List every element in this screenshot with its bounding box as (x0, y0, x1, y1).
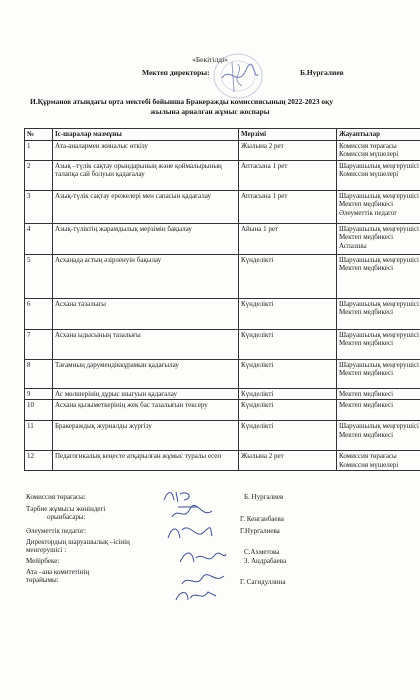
header-responsible: Жауаптылар (337, 129, 420, 141)
cell-num: 12 (25, 451, 53, 471)
work-plan-table (24, 128, 420, 471)
cell-task: Ата-аналармен жиналыс өткізу (53, 141, 239, 161)
table-header-row (25, 129, 420, 141)
cell-term: Айына 1 рет (239, 223, 337, 254)
signature-name: С.Ахметова (244, 548, 280, 556)
cell-num: 2 (25, 160, 53, 190)
cell-term: Жылына 2 рет (239, 451, 337, 471)
signature-role: Тәрбие жұмысы жөніндегі орынбасары: (26, 505, 106, 522)
cell-task: Ас мөлшерінің дұрыс шығуын қадағалау (53, 388, 239, 399)
cell-task: Асханада астың әзірленуін бақылау (53, 254, 239, 298)
cell-term: Күнделікті (239, 400, 337, 421)
cell-responsible: Шаруашылық меңгерушісі Комиссия мүшелері (337, 160, 420, 190)
header-term: Мерзімі (239, 129, 337, 141)
cell-task: Азық-түлік сақтау ережелері мен сапасын қадағалау (53, 190, 239, 223)
cell-task: Бракераждық журналды жүргізу (53, 421, 239, 451)
cell-num: 8 (25, 359, 53, 388)
signature-chair (160, 488, 200, 504)
cell-num: 1 (25, 141, 53, 161)
document-title-line1: И.Құрманов атындағы орта мектебі бойынша Бракеражды комиссиясының 2022-2023 оқу (30, 97, 334, 106)
cell-task: Тағамның дәрумендіккұрамын қадағылау (53, 359, 239, 388)
cell-term: Аптасына 1 рет (239, 160, 337, 190)
table-row (25, 298, 420, 329)
cell-term: Күнделікті (239, 298, 337, 329)
cell-responsible: Мектеп медбикесі (337, 388, 420, 399)
cell-term: Күнделікті (239, 359, 337, 388)
signature-role: Комиссия төрағасы: (26, 493, 86, 501)
cell-num: 9 (25, 388, 53, 399)
cell-term: Күнделікті (239, 388, 337, 399)
header-task: Іс-шаралар мазмұны (53, 129, 239, 141)
cell-term: Жылына 2 рет (239, 141, 337, 161)
signature-name: Г. Кенганбаева (240, 515, 284, 523)
cell-term: Күнделікті (239, 254, 337, 298)
cell-responsible: Шаруашылық меңгерушісі Мектеп медбикесі (337, 329, 420, 359)
table-row (25, 223, 420, 254)
signature-name: Г. Сагидуллина (240, 578, 286, 586)
cell-num: 7 (25, 329, 53, 359)
header-num: № (25, 129, 53, 141)
cell-task: Асхана қызыметкерінің жек бас тазалығын тексеру (53, 400, 239, 421)
table-row (25, 359, 420, 388)
cell-num: 11 (25, 421, 53, 451)
cell-responsible: Комиссия төрағасы Комиссия мүшелері (337, 451, 420, 471)
director-name: Б.Нургалиев (300, 68, 344, 77)
signature-role: Әлеуметтік педагог: (26, 527, 87, 535)
cell-task: Асхана тазалығы (53, 298, 239, 329)
cell-num: 10 (25, 400, 53, 421)
table-row (25, 451, 420, 471)
cell-term: Аптасына 1 рет (239, 190, 337, 223)
cell-responsible: Шаруашылық меңгерушісі Мектеп медбикесі Әлеуметтік педагог (337, 190, 420, 223)
cell-num: 6 (25, 298, 53, 329)
signature-parent-committee (172, 586, 220, 606)
cell-term: Күнделікті (239, 421, 337, 451)
table-row (25, 329, 420, 359)
signature-name: Б. Нургалиев (244, 493, 284, 501)
cell-num: 4 (25, 223, 53, 254)
signature-role: Ата –ана комитетінің төрайымы: (26, 568, 90, 585)
cell-responsible: Мектеп медбикесі (337, 400, 420, 421)
table-row (25, 400, 420, 421)
signature-deputy (168, 503, 216, 523)
approval-heading: «Бекітілді» (192, 55, 228, 64)
cell-responsible: Шаруашылық меңгерушісі Мектеп медбикесі (337, 298, 420, 329)
cell-responsible: Шаруашылық меңгерушісі Мектеп медбикесі (337, 359, 420, 388)
cell-num: 5 (25, 254, 53, 298)
cell-task: Азық –түлік сақтау орындарының және қоймалырының талапқа сай болуын қадағалау (53, 160, 239, 190)
cell-num: 3 (25, 190, 53, 223)
table-row (25, 190, 420, 223)
signature-social-pedagog (164, 522, 214, 544)
cell-responsible: Шаруашылық меңгерушісі Мектеп медбикесі (337, 421, 420, 451)
cell-responsible: Шаруашылық меңгерушісі Мектеп медбикесі Аспазшы (337, 223, 420, 254)
table-row (25, 141, 420, 161)
signature-manager (176, 548, 228, 568)
table-row (25, 254, 420, 298)
cell-task: Азық-түліктің жарамдылық мерзімін бақылау (53, 223, 239, 254)
table-row (25, 388, 420, 399)
signature-role: Мейірбеке: (26, 557, 60, 565)
signature-role: Директордың шаруашылық –ісінің менгерушісі : (26, 538, 130, 555)
signature-name: З. Андрабаева (244, 557, 287, 565)
signature-name: Г.Нургалиева (240, 527, 280, 535)
director-label: Мектеп директоры: (142, 68, 210, 77)
cell-responsible: Шаруашылық меңгерушісі Мектеп медбикесі (337, 254, 420, 298)
cell-task: Педагогикалық кеңесте атқарылған жұмыс туралы есеп (53, 451, 239, 471)
cell-task: Асхана ыдысының тазалығы (53, 329, 239, 359)
cell-term: Күнделікті (239, 329, 337, 359)
cell-responsible: Комиссия төрағасы Комиссия мүшелері (337, 141, 420, 161)
document-title-line2: жылына арналған жұмыс жоспары (150, 107, 270, 116)
table-row (25, 421, 420, 451)
table-row (25, 160, 420, 190)
